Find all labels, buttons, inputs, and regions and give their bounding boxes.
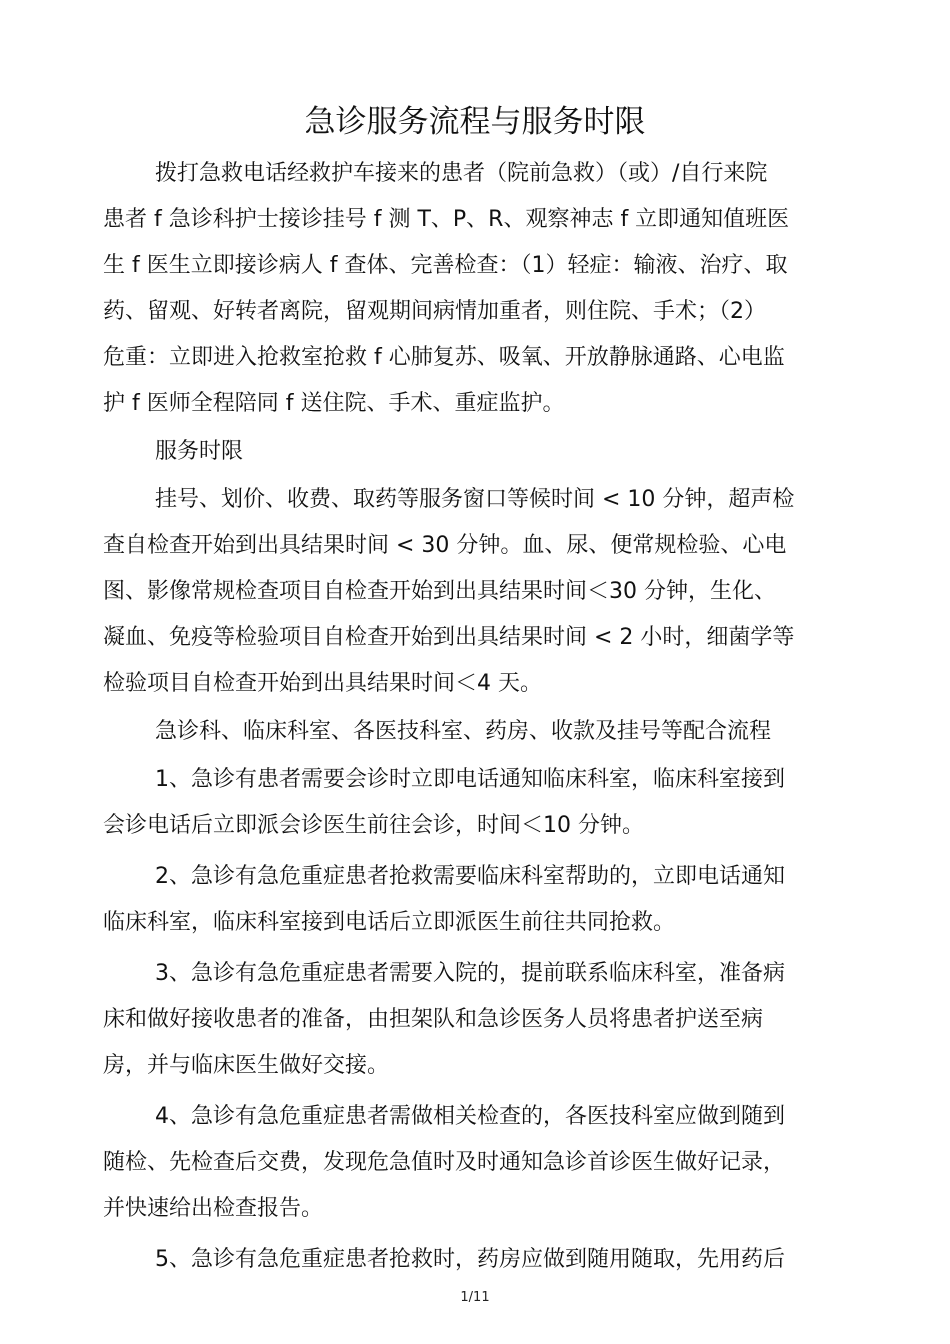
text-line: 药、留观、好转者离院，留观期间病情加重者，则住院、手术；（2） [103,299,766,324]
paragraph-service-time-limits [103,477,855,707]
paragraph-emergency-flow [103,151,855,427]
text-line: 床和做好接收患者的准备，由担架队和急诊医务人员将患者护送至病 [103,1007,764,1032]
text-line: 3、急诊有急危重症患者需要入院的，提前联系临床科室，准备病 [155,961,785,986]
text-line: 拨打急救电话经救护车接来的患者（院前急救）（或）/自行来院 [155,161,768,186]
list-item-pharmacy [103,1237,855,1283]
text-line: 会诊电话后立即派会诊医生前往会诊，时间＜10 分钟。 [103,813,644,838]
text-line: 1、急诊有患者需要会诊时立即电话通知临床科室，临床科室接到 [155,767,785,792]
text-line: 检验项目自检查开始到出具结果时间＜4 天。 [103,671,542,696]
document-body [103,151,855,1283]
text-line: 2、急诊有急危重症患者抢救需要临床科室帮助的，立即电话通知 [155,864,785,889]
text-line: 5、急诊有急危重症患者抢救时，药房应做到随用随取，先用药后 [155,1247,785,1272]
page-number: 1/11 [460,1290,490,1305]
text-line: 临床科室，临床科室接到电话后立即派医生前往共同抢救。 [103,910,676,935]
list-item-admission [103,951,855,1089]
list-item-consultation [103,757,855,849]
text-line: 并快速给出检查报告。 [103,1196,324,1221]
text-line: 凝血、免疫等检验项目自检查开始到出具结果时间 < 2 小时，细菌学等 [103,625,795,650]
document-title: 急诊服务流程与服务时限 [304,104,646,140]
text-line: 患者 f 急诊科护士接诊挂号 f 测 T、P、R、观察神志 f 立即通知值班医 [103,207,790,232]
text-line: 服务时限 [155,439,244,464]
text-line: 随检、先检查后交费，发现危急值时及时通知急诊首诊医生做好记录， [103,1150,786,1175]
text-line: 房，并与临床医生做好交接。 [103,1053,390,1078]
text-line: 生 f 医生立即接诊病人 f 查体、完善检查：（1）轻症：输液、治疗、取 [103,253,788,278]
section-heading-cooperation-flow [103,709,855,755]
text-line: 4、急诊有急危重症患者需做相关检查的，各医技科室应做到随到 [155,1104,785,1129]
text-line: 挂号、划价、收费、取药等服务窗口等候时间 < 10 分钟，超声检 [155,487,795,512]
list-item-rescue-assistance [103,854,855,946]
section-heading-service-time [103,429,855,475]
text-line: 急诊科、临床科室、各医技科室、药房、收款及挂号等配合流程 [155,719,772,744]
list-item-examination [103,1094,855,1232]
text-line: 图、影像常规检查项目自检查开始到出具结果时间＜30 分钟，生化、 [103,579,776,604]
text-line: 危重：立即进入抢救室抢救 f 心肺复苏、吸氧、开放静脉通路、心电监 [103,345,785,370]
text-line: 护 f 医师全程陪同 f 送住院、手术、重症监护。 [103,391,565,416]
text-line: 查自检查开始到出具结果时间 < 30 分钟。血、尿、便常规检验、心电 [103,533,787,558]
